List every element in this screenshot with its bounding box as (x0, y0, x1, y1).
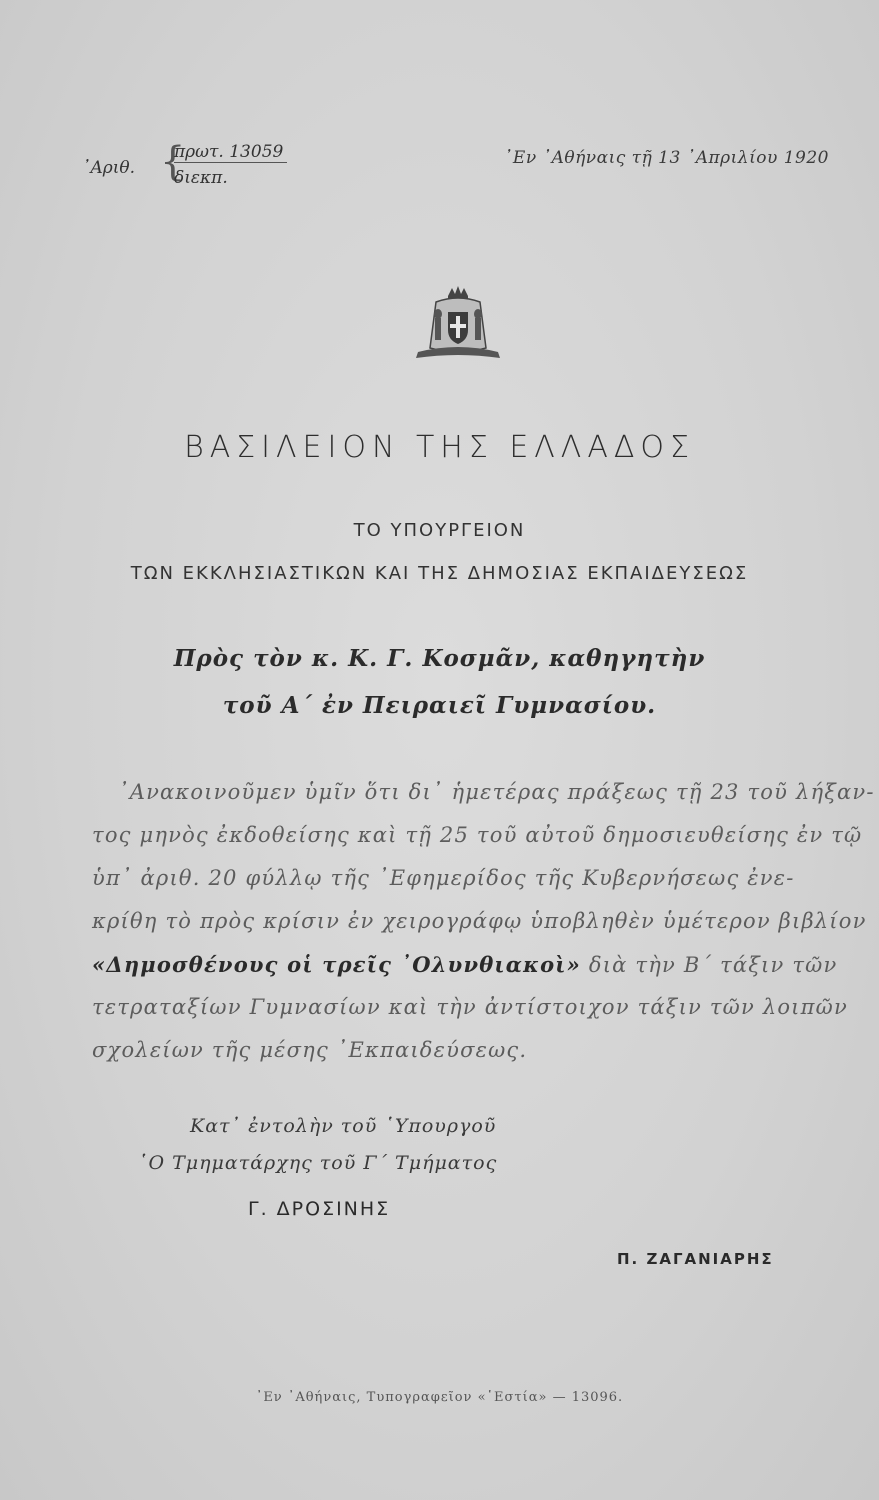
body-line: ᾿Ανακοινοῦμεν ὑμῖν ὅτι δι᾿ ἡμετέρας πράξεως τῇ 23 τοῦ λήξαν- (118, 780, 875, 804)
addressee-line2: τοῦ Α΄ ἐν Πειραιεῖ Γυμνασίου. (222, 692, 657, 719)
protocol-number: πρωτ. 13059 (174, 142, 287, 163)
document-date: ᾿Εν ᾿Αθήναις τῇ 13 ᾿Απριλίου 1920 (503, 148, 829, 168)
kingdom-title: ΒΑΣΙΛΕΙΟΝ ΤΗΣ ΕΛΛΑΔΟΣ (184, 430, 695, 465)
body-line: σχολείων τῆς μέσης ᾿Εκπαιδεύσεως. (92, 1038, 528, 1062)
addressee-line1: Πρὸς τὸν κ. Κ. Γ. Κοσμᾶν, καθηγητὴν (173, 645, 706, 672)
signature-authority-line: Κατ᾿ ἐντολὴν τοῦ ῾Υπουργοῦ (190, 1115, 497, 1137)
printer-footer: ᾿Εν ᾿Αθήναις, Τυπογραφεῖον «῾Εστία» — 13096. (255, 1390, 624, 1405)
signatory-name: Γ. ΔΡΟΣΙΝΗΣ (248, 1198, 391, 1220)
dispatch-number: διεκπ. (174, 168, 228, 188)
body-line-rest: διὰ τὴν Β΄ τάξιν τῶν (588, 953, 838, 977)
brace-glyph: { (160, 139, 186, 185)
reference-label: ᾿Αριθ. (82, 158, 136, 178)
body-line: τος μηνὸς ἐκδοθείσης καὶ τῇ 25 τοῦ αὐτοῦ δημοσιευθείσης ἐν τῷ (92, 823, 863, 847)
body-line: τετραταξίων Γυμνασίων καὶ τὴν ἀντίστοιχον τάξιν τῶν λοιπῶν (92, 995, 848, 1019)
body-line (92, 952, 837, 977)
book-title: «Δημοσθένους οἱ τρεῖς ᾿Ολυνθιακοὶ» (92, 952, 581, 977)
secondary-signatory-name: Π. ΖΑΓΑΝΙΑΡΗΣ (617, 1250, 774, 1268)
ministry-title-line1: ΤΟ ΥΠΟΥΡΓΕΙΟΝ (353, 520, 526, 541)
body-line: ὑπ᾿ ἀριθ. 20 φύλλῳ τῆς ᾿Εφημερίδος τῆς Κυβερνήσεως ἐνε- (92, 866, 795, 890)
royal-coat-of-arms-icon (408, 282, 508, 364)
body-line: κρίθη τὸ πρὸς κρίσιν ἐν χειρογράφῳ ὑποβληθὲν ὑμέτερον βιβλίον (92, 909, 867, 933)
signature-title-line: ῾Ο Τμηματάρχης τοῦ Γ΄ Τμήματος (138, 1152, 498, 1174)
ministry-title-line2: ΤΩΝ ΕΚΚΛΗΣΙΑΣΤΙΚΩΝ ΚΑΙ ΤΗΣ ΔΗΜΟΣΙΑΣ ΕΚΠΑΙΔΕΥΣΕΩΣ (130, 563, 749, 584)
